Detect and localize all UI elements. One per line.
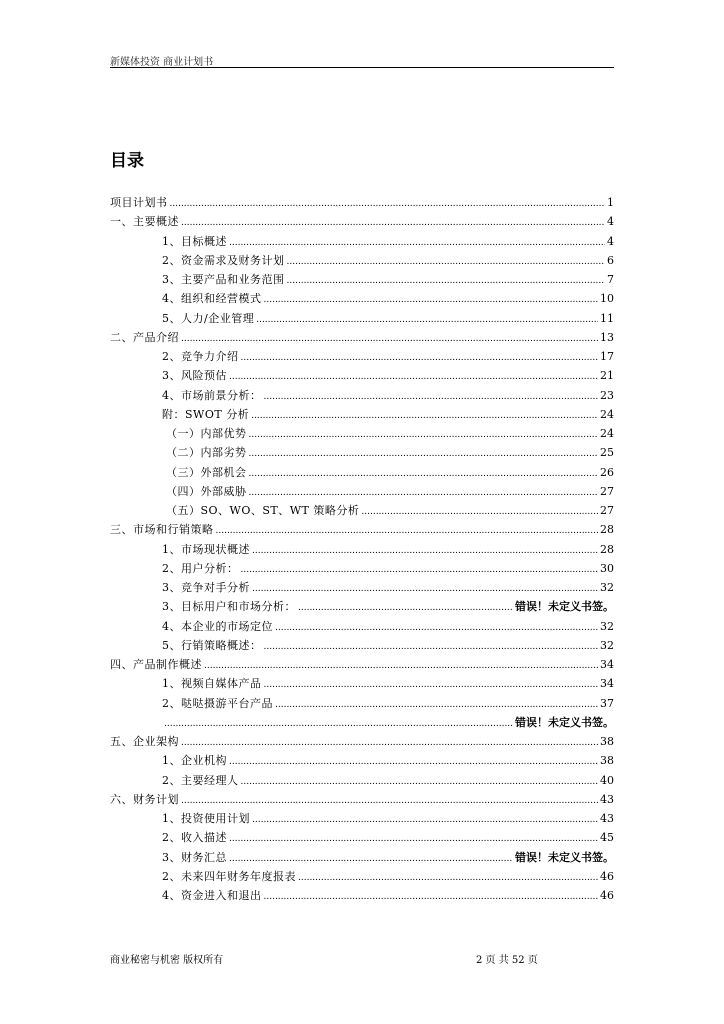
footer-copyright: 商业秘密与机密 版权所有 (110, 955, 224, 966)
toc-entry-label: 2、主要经理人 (162, 773, 239, 787)
toc-entry[interactable] (110, 694, 614, 713)
toc-entry-label: 3、主要产品和业务范围 (162, 273, 285, 286)
toc-entry[interactable] (110, 732, 614, 751)
toc-entry[interactable] (110, 289, 614, 308)
toc-entry-page: 38 (600, 735, 614, 748)
toc-entry-page: 13 (600, 330, 614, 344)
toc-entry-label: （四）外部威胁 (166, 484, 247, 498)
toc-entry-page: 错误！未定义书签。 (515, 850, 614, 864)
toc-entry-label: 2、资金需求及财务计划 (162, 253, 285, 267)
toc-entry-page: 45 (600, 831, 614, 845)
toc-entry-label: （五）SO、WO、ST、WT 策略分析 (166, 504, 360, 517)
toc-entry-label: （一）内部优势 (166, 427, 247, 440)
toc-entry-label: 附：SWOT 分析 (162, 407, 250, 421)
toc-entry[interactable] (110, 674, 614, 693)
toc-entry-page: 11 (600, 311, 614, 325)
toc-entry[interactable] (110, 463, 614, 482)
toc-entry[interactable] (110, 212, 614, 231)
toc-entry-label: 1、视频自媒体产品 (162, 677, 262, 691)
toc-entry-label: 2、竞争力介绍 (162, 350, 239, 363)
toc-entry-page: 32 (600, 619, 614, 633)
toc-entry-page: 1 (607, 196, 614, 209)
page-header: 新媒体投资 商业计划书 (110, 57, 214, 68)
toc-entry-page: 27 (600, 504, 614, 517)
toc-entry[interactable] (110, 771, 614, 790)
toc-entry[interactable] (110, 520, 614, 539)
toc-entry[interactable] (110, 193, 614, 212)
toc-entry-page: 24 (600, 427, 614, 440)
toc-entry-label: 4、本企业的市场定位 (162, 619, 273, 633)
toc-entry-page: 4 (607, 215, 614, 229)
toc-entry[interactable] (110, 655, 614, 674)
toc-entry-label: 3、风险预估 (162, 369, 227, 383)
toc-entry-page: 21 (600, 369, 614, 383)
toc-entry-page: 23 (600, 388, 614, 402)
header-rule (110, 67, 614, 68)
toc-entry-page: 错误！未定义书签。 (515, 715, 614, 729)
toc-entry[interactable] (110, 867, 614, 886)
toc-entry[interactable] (110, 597, 614, 616)
toc-entry[interactable] (110, 328, 614, 347)
toc-entry-page: 25 (600, 446, 614, 460)
toc-entry[interactable] (110, 713, 614, 732)
toc-entry-page: 46 (600, 889, 614, 902)
toc-entry[interactable] (110, 848, 614, 867)
toc-entry-label: 1、市场现状概述 (162, 542, 250, 556)
toc-entry-page: 7 (607, 273, 614, 286)
toc-entry-page: 17 (600, 350, 614, 363)
toc-entry-label: （二）内部劣势 (166, 446, 247, 460)
toc-entry[interactable] (110, 828, 614, 847)
toc-entry-label: 2、未来四年财务年度报表 (162, 869, 296, 883)
toc-entry-page: 40 (600, 773, 614, 787)
table-of-contents (110, 193, 614, 905)
toc-entry-page: 34 (600, 677, 614, 691)
toc-entry-page: 32 (600, 638, 614, 652)
toc-entry[interactable] (110, 501, 614, 520)
toc-entry[interactable] (110, 232, 614, 251)
toc-entry[interactable] (110, 559, 614, 578)
toc-entry[interactable] (110, 482, 614, 501)
toc-entry-label: 1、目标概述 (162, 234, 227, 248)
toc-entry[interactable] (110, 405, 614, 424)
toc-entry-page: 10 (600, 292, 614, 306)
toc-entry-page: 46 (600, 869, 614, 883)
toc-entry-label: 项目计划书 (110, 196, 168, 209)
toc-entry-label: 5、人力/企业管理 (162, 311, 255, 325)
toc-entry-label: 三、市场和行销策略 (110, 523, 214, 537)
toc-entry-label: 2、收入描述 (162, 831, 227, 845)
toc-entry[interactable] (110, 886, 614, 905)
toc-entry-label: 3、财务汇总 (162, 850, 227, 864)
toc-entry-page: 37 (600, 696, 614, 710)
toc-entry-label: 1、投资使用计划 (162, 812, 250, 825)
toc-entry-label: 一、主要概述 (110, 215, 179, 229)
toc-entry[interactable] (110, 424, 614, 443)
toc-entry-label: 六、财务计划 (110, 792, 179, 806)
toc-entry-page: 38 (600, 754, 614, 768)
toc-entry-label: 3、目标用户和市场分析： (162, 600, 296, 614)
toc-entry-page: 28 (600, 542, 614, 556)
toc-entry-label: 3、竞争对手分析 (162, 581, 250, 594)
toc-entry-label: 5、行销策略概述： (162, 638, 262, 652)
toc-entry[interactable] (110, 309, 614, 328)
toc-entry-label: 2、用户分析： (162, 561, 239, 575)
toc-entry[interactable] (110, 366, 614, 385)
toc-entry-page: 6 (607, 253, 614, 267)
toc-entry-label: 1、企业机构 (162, 754, 227, 768)
toc-entry-page: 24 (600, 407, 614, 421)
toc-entry[interactable] (110, 270, 614, 289)
toc-entry-label: 2、哒哒摄游平台产品 (162, 696, 273, 710)
toc-entry[interactable] (110, 443, 614, 462)
toc-dot-leader (264, 888, 599, 907)
toc-entry-label: （三）外部机会 (166, 465, 247, 479)
toc-entry[interactable] (110, 578, 614, 597)
toc-entry-label: 4、资金进入和退出 (162, 889, 262, 902)
toc-entry-page: 43 (600, 812, 614, 825)
toc-entry-label: 4、市场前景分析： (162, 388, 262, 402)
toc-title: 目录 (110, 151, 144, 171)
toc-entry-page: 27 (600, 484, 614, 498)
toc-entry-label: 4、组织和经营模式 (162, 292, 262, 306)
footer-page-number: 2 页 共 52 页 (476, 955, 538, 966)
toc-entry-page: 32 (600, 581, 614, 594)
toc-entry-page: 4 (607, 234, 614, 248)
toc-entry[interactable] (110, 809, 614, 828)
toc-entry[interactable] (110, 540, 614, 559)
toc-entry-label: 二、产品介绍 (110, 330, 179, 344)
toc-entry-page: 30 (600, 561, 614, 575)
toc-entry-page: 34 (600, 658, 614, 671)
toc-entry[interactable] (110, 386, 614, 405)
toc-entry-page: 错误！未定义书签。 (515, 600, 614, 614)
toc-entry-page: 26 (600, 465, 614, 479)
toc-entry[interactable] (110, 751, 614, 770)
toc-entry[interactable] (110, 347, 614, 366)
toc-entry[interactable] (110, 251, 614, 270)
toc-entry-label: 五、企业架构 (110, 735, 179, 748)
toc-entry-page: 28 (600, 523, 614, 537)
toc-entry-label: 四、产品制作概述 (110, 658, 202, 671)
toc-entry[interactable] (110, 617, 614, 636)
toc-entry-page: 43 (600, 792, 614, 806)
toc-entry[interactable] (110, 636, 614, 655)
toc-entry[interactable] (110, 790, 614, 809)
